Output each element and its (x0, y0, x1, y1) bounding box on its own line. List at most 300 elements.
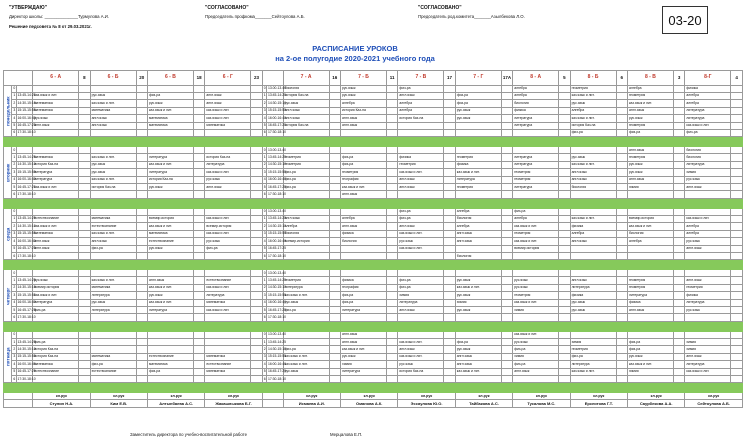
room-cell (251, 376, 262, 383)
subject-cell: литература (90, 307, 136, 314)
room-cell (329, 314, 340, 321)
room-cell (501, 191, 512, 198)
subject-cell: физ-ра (341, 292, 387, 299)
room-cell (559, 331, 570, 338)
lesson-time: 15:15-15:55 (16, 107, 33, 114)
homeroom-teacher: Исмаева А.И. (283, 400, 340, 408)
lesson-number: 1 (12, 277, 16, 284)
subject-cell (147, 376, 193, 383)
room-cell (673, 299, 684, 306)
subject-cell: история Каз-на (147, 176, 193, 183)
subject-cell: литература (90, 292, 136, 299)
table-row (4, 92, 743, 99)
subject-cell (685, 270, 731, 277)
lesson-number: 1 (262, 215, 266, 222)
subject-cell: физика (570, 223, 616, 230)
room-cell (616, 107, 627, 114)
room-cell (616, 147, 627, 154)
room-cell (501, 122, 512, 129)
table-row (4, 292, 743, 299)
subject-cell: каз.язык и лит. (455, 284, 501, 291)
room-cell (731, 176, 743, 183)
room-cell (444, 184, 455, 191)
subject-cell: литература (685, 107, 731, 114)
room-cell (79, 314, 90, 321)
table-row (4, 85, 743, 92)
lesson-number: 1 (12, 92, 16, 99)
lesson-time: 14:30-15:10 (266, 223, 283, 230)
lesson-number: 4 (262, 238, 266, 245)
subject-cell: каз.язык и лит. (147, 223, 193, 230)
subject-cell: рус.язык (627, 161, 673, 168)
table-row (4, 230, 743, 237)
lesson-time: 16:45-17:25 (16, 307, 33, 314)
subject-cell: естествознание (90, 223, 136, 230)
subject-cell (90, 376, 136, 383)
subject-cell: алгебра (685, 230, 731, 237)
class-header: 6 - В (147, 71, 193, 86)
lesson-number: 0 (12, 208, 16, 215)
subject-cell (33, 191, 79, 198)
subject-cell: каз.язык и лит. (283, 361, 329, 368)
room-cell (386, 238, 397, 245)
room-cell (559, 85, 570, 92)
room-cell (444, 176, 455, 183)
subject-cell: каз.язык и лит. (685, 368, 731, 375)
homeroom-teacher: Эссаулова Ю.О. (398, 400, 455, 408)
subject-cell (570, 245, 616, 252)
subject-cell: география (341, 284, 387, 291)
room-cell (79, 147, 90, 154)
subject-cell (90, 85, 136, 92)
subject-cell: математика (90, 353, 136, 360)
room-cell (616, 346, 627, 353)
room-cell (79, 191, 90, 198)
subject-cell (455, 147, 501, 154)
room-cell (559, 238, 570, 245)
room-cell (731, 191, 743, 198)
subject-cell: геометрия (283, 277, 329, 284)
room-cell (79, 161, 90, 168)
room-cell (616, 361, 627, 368)
subject-cell: физ-ра (147, 368, 193, 375)
table-row (4, 176, 743, 183)
subject-cell (283, 208, 329, 215)
subject-cell (570, 270, 616, 277)
subject-cell: физ-ра (33, 338, 79, 345)
subject-cell: физ-ра (455, 92, 501, 99)
room-cell (673, 307, 684, 314)
subject-cell (455, 314, 501, 321)
room-cell (673, 147, 684, 154)
room-cell (79, 129, 90, 136)
room-cell (559, 115, 570, 122)
lesson-number: 0 (12, 270, 16, 277)
room-cell (251, 92, 262, 99)
lesson-number: 4 (262, 176, 266, 183)
room-cell (251, 230, 262, 237)
subject-cell (341, 208, 387, 215)
room-cell (329, 208, 340, 215)
room-cell (193, 223, 204, 230)
lesson-time: 13:45-14:25 (266, 154, 283, 161)
room-cell (501, 115, 512, 122)
room-cell (329, 107, 340, 114)
room-cell (673, 154, 684, 161)
subject-cell: литература (398, 299, 444, 306)
lesson-time: 14:30-15:10 (266, 161, 283, 168)
subject-cell (513, 191, 559, 198)
table-row (4, 314, 743, 321)
subject-cell (283, 338, 329, 345)
subject-cell (627, 191, 673, 198)
subject-cell: каз.язык и лит. (570, 115, 616, 122)
room-cell (79, 154, 90, 161)
room-cell (251, 223, 262, 230)
room-cell (444, 208, 455, 215)
room-cell (731, 299, 743, 306)
room-cell (193, 92, 204, 99)
subject-cell (455, 270, 501, 277)
room-cell (386, 154, 397, 161)
lesson-number: 3 (12, 353, 16, 360)
lesson-number: 3 (12, 230, 16, 237)
room-cell (329, 376, 340, 383)
lesson-time: 13:45-14:25 (266, 92, 283, 99)
room-cell (193, 245, 204, 252)
lesson-time: 16:00-16:40 (266, 115, 283, 122)
room-cell (386, 184, 397, 191)
lesson-time: 14:30-15:10 (16, 346, 33, 353)
room-cell (501, 147, 512, 154)
subject-cell: геометрия (513, 176, 559, 183)
subject-cell (205, 129, 251, 136)
lesson-number: 0 (12, 85, 16, 92)
room-cell (501, 252, 512, 259)
room-cell (251, 368, 262, 375)
footer-corner (4, 393, 33, 400)
room-cell (673, 100, 684, 107)
subject-cell: математика (90, 107, 136, 114)
lesson-time: 17:30-18:10 (16, 191, 33, 198)
lesson-time (16, 331, 33, 338)
room-cell (251, 245, 262, 252)
room-cell (559, 338, 570, 345)
room-cell (329, 252, 340, 259)
homeroom-role: кл.рук (341, 393, 398, 400)
room-cell (616, 238, 627, 245)
room-cell (386, 223, 397, 230)
subject-cell: физ-ра (90, 245, 136, 252)
homeroom-role: кл.рук (685, 393, 743, 400)
subject-cell: рус.язык (627, 169, 673, 176)
subject-cell: история Каз-на (205, 154, 251, 161)
subject-cell: геометрия (627, 277, 673, 284)
lesson-time: 15:15-15:55 (16, 230, 33, 237)
lesson-number: 4 (12, 115, 16, 122)
room-cell (501, 331, 512, 338)
subject-cell: литература (685, 115, 731, 122)
room-cell (616, 100, 627, 107)
room-header: 4 (731, 71, 743, 86)
lesson-time: 16:45-17:25 (16, 245, 33, 252)
subject-cell: рус.язык (33, 277, 79, 284)
subject-cell: физ-ра (455, 338, 501, 345)
subject-cell: геометрия (455, 154, 501, 161)
room-cell (444, 215, 455, 222)
subject-cell: всемир.история (283, 238, 329, 245)
room-cell (616, 169, 627, 176)
subject-cell: рус.язык (398, 361, 444, 368)
room-cell (616, 277, 627, 284)
subject-cell: англ.язык (685, 184, 731, 191)
room-cell (673, 368, 684, 375)
subject-cell: физ-ра (147, 92, 193, 99)
subject-cell (627, 270, 673, 277)
subject-cell (90, 147, 136, 154)
subject-cell: физ-ра (627, 129, 673, 136)
room-cell (559, 154, 570, 161)
subject-cell (205, 252, 251, 259)
lesson-time (16, 270, 33, 277)
room-cell (79, 184, 90, 191)
room-cell (79, 215, 90, 222)
subject-cell: англ.язык (627, 307, 673, 314)
room-cell (386, 115, 397, 122)
subject-cell (205, 331, 251, 338)
subject-cell: геометрия (283, 161, 329, 168)
subject-cell: физика (455, 161, 501, 168)
room-cell (136, 307, 147, 314)
room-cell (673, 191, 684, 198)
room-cell (136, 314, 147, 321)
room-cell (616, 161, 627, 168)
subject-cell: англ.язык (455, 230, 501, 237)
table-row (4, 161, 743, 168)
subject-cell (33, 252, 79, 259)
subject-cell (685, 252, 731, 259)
table-row (4, 191, 743, 198)
room-cell (386, 129, 397, 136)
subject-cell: каз.язык и лит. (685, 215, 731, 222)
subject-cell: каз.язык и лит. (341, 346, 387, 353)
lesson-number: 2 (12, 100, 16, 107)
room-cell (616, 215, 627, 222)
lesson-number: 6 (12, 129, 16, 136)
lesson-number: 6 (262, 376, 266, 383)
room-cell (444, 161, 455, 168)
room-cell (329, 331, 340, 338)
lesson-number: 0 (262, 331, 266, 338)
room-cell (501, 361, 512, 368)
day-separator (4, 198, 743, 208)
subject-cell: математика (147, 122, 193, 129)
room-cell (193, 307, 204, 314)
room-cell (329, 353, 340, 360)
lesson-time: 14:30-15:10 (266, 346, 283, 353)
lesson-number: 3 (262, 169, 266, 176)
room-cell (251, 331, 262, 338)
subject-cell: каз.язык и лит. (570, 161, 616, 168)
lesson-number: 6 (12, 252, 16, 259)
subject-cell: математика (90, 284, 136, 291)
subject-cell: литература (283, 284, 329, 291)
subject-cell: математика (205, 299, 251, 306)
room-header: 17А (501, 71, 512, 86)
subject-cell: физ-ра (570, 129, 616, 136)
subject-cell (147, 314, 193, 321)
homeroom-teacher: Сейтоулова А.Б. (685, 400, 743, 408)
room-cell (136, 122, 147, 129)
room-cell (559, 100, 570, 107)
room-cell (79, 284, 90, 291)
room-cell (501, 184, 512, 191)
lesson-time: 15:15-15:55 (266, 292, 283, 299)
day-separator (4, 321, 743, 331)
subject-cell: физ-ра (627, 346, 673, 353)
room-cell (444, 368, 455, 375)
subject-cell: англ.язык (341, 331, 387, 338)
room-cell (444, 85, 455, 92)
lesson-time: 15:15-15:55 (266, 169, 283, 176)
subject-cell: история Каз-на (33, 353, 79, 360)
subject-cell (513, 252, 559, 259)
lesson-number: 6 (12, 191, 16, 198)
lesson-number: 5 (262, 245, 266, 252)
subject-cell (570, 208, 616, 215)
subject-cell: литература (33, 176, 79, 183)
subject-cell: физ-ра (341, 299, 387, 306)
room-cell (136, 208, 147, 215)
room-cell (193, 277, 204, 284)
lesson-time: 16:00-16:40 (266, 176, 283, 183)
lesson-time: 13:45-14:25 (266, 277, 283, 284)
subject-cell (205, 346, 251, 353)
table-row (4, 107, 743, 114)
room-cell (136, 115, 147, 122)
subject-cell: биология (455, 252, 501, 259)
subject-cell: физ-ра (398, 277, 444, 284)
room-cell (193, 230, 204, 237)
room-cell (444, 299, 455, 306)
room-cell (731, 277, 743, 284)
lesson-time: 16:45-17:25 (16, 184, 33, 191)
room-cell (329, 346, 340, 353)
room-cell (79, 307, 90, 314)
room-cell (559, 277, 570, 284)
class-header: 8 - А (513, 71, 559, 86)
day-separator (4, 383, 743, 393)
room-cell (559, 107, 570, 114)
subject-cell: литература (513, 184, 559, 191)
subject-cell: алгебра (341, 100, 387, 107)
subject-cell: история Каз-на (570, 122, 616, 129)
room-cell (616, 338, 627, 345)
room-cell (616, 184, 627, 191)
room-cell (193, 154, 204, 161)
room-cell (386, 284, 397, 291)
subject-cell: физ-ра (398, 215, 444, 222)
subject-cell (90, 252, 136, 259)
table-row (4, 331, 743, 338)
lesson-time (16, 147, 33, 154)
subject-cell: всемир.история (205, 223, 251, 230)
subject-cell: рус.язык (90, 92, 136, 99)
subject-cell: англ.язык (398, 176, 444, 183)
subject-cell: англ.язык (455, 353, 501, 360)
room-cell (136, 147, 147, 154)
lesson-number: 1 (262, 154, 266, 161)
subject-cell: рус.язык (685, 307, 731, 314)
table-row (4, 277, 743, 284)
subject-cell: каз.язык и лит. (570, 368, 616, 375)
room-cell (329, 238, 340, 245)
subject-cell (570, 331, 616, 338)
room-cell (501, 154, 512, 161)
subject-cell (283, 129, 329, 136)
subject-cell: физ-ра (283, 307, 329, 314)
homeroom-role: кл.рук (570, 393, 627, 400)
subject-cell: каз.язык и лит. (283, 292, 329, 299)
subject-cell: рус.язык (685, 176, 731, 183)
lesson-number: 2 (12, 346, 16, 353)
room-cell (616, 129, 627, 136)
subject-cell: химия (455, 299, 501, 306)
lesson-time: 17:30-18:10 (266, 191, 283, 198)
subject-cell: рус.язык (455, 292, 501, 299)
room-cell (329, 169, 340, 176)
class-header: 7 - В (398, 71, 444, 86)
room-header: 20 (136, 71, 147, 86)
room-cell (731, 314, 743, 321)
room-cell (559, 147, 570, 154)
room-header: 17 (444, 71, 455, 86)
subject-cell: англ.язык (570, 277, 616, 284)
lesson-time: 14:30-15:10 (16, 161, 33, 168)
room-cell (136, 376, 147, 383)
subject-cell (33, 314, 79, 321)
subject-cell (90, 191, 136, 198)
room-cell (731, 292, 743, 299)
room-cell (329, 147, 340, 154)
subject-cell: геометрия (627, 284, 673, 291)
room-cell (329, 277, 340, 284)
lesson-time: 16:45-17:25 (266, 122, 283, 129)
lesson-number: 2 (262, 223, 266, 230)
lesson-time (16, 208, 33, 215)
room-cell (444, 154, 455, 161)
room-cell (673, 331, 684, 338)
room-cell (386, 361, 397, 368)
lesson-number: 1 (12, 154, 16, 161)
subject-cell: алгебра (685, 92, 731, 99)
room-cell (616, 92, 627, 99)
room-header: 16 (329, 71, 340, 86)
subject-cell (627, 252, 673, 259)
room-cell (444, 191, 455, 198)
room-cell (79, 208, 90, 215)
subject-cell: рус.язык (90, 169, 136, 176)
room-cell (329, 176, 340, 183)
subject-cell: биология (513, 100, 559, 107)
class-header: 6 - Б (90, 71, 136, 86)
room-cell (731, 169, 743, 176)
room-cell (616, 284, 627, 291)
table-row (4, 245, 743, 252)
schedule-code: 03-20 (662, 6, 708, 34)
room-cell (731, 129, 743, 136)
room-cell (444, 245, 455, 252)
